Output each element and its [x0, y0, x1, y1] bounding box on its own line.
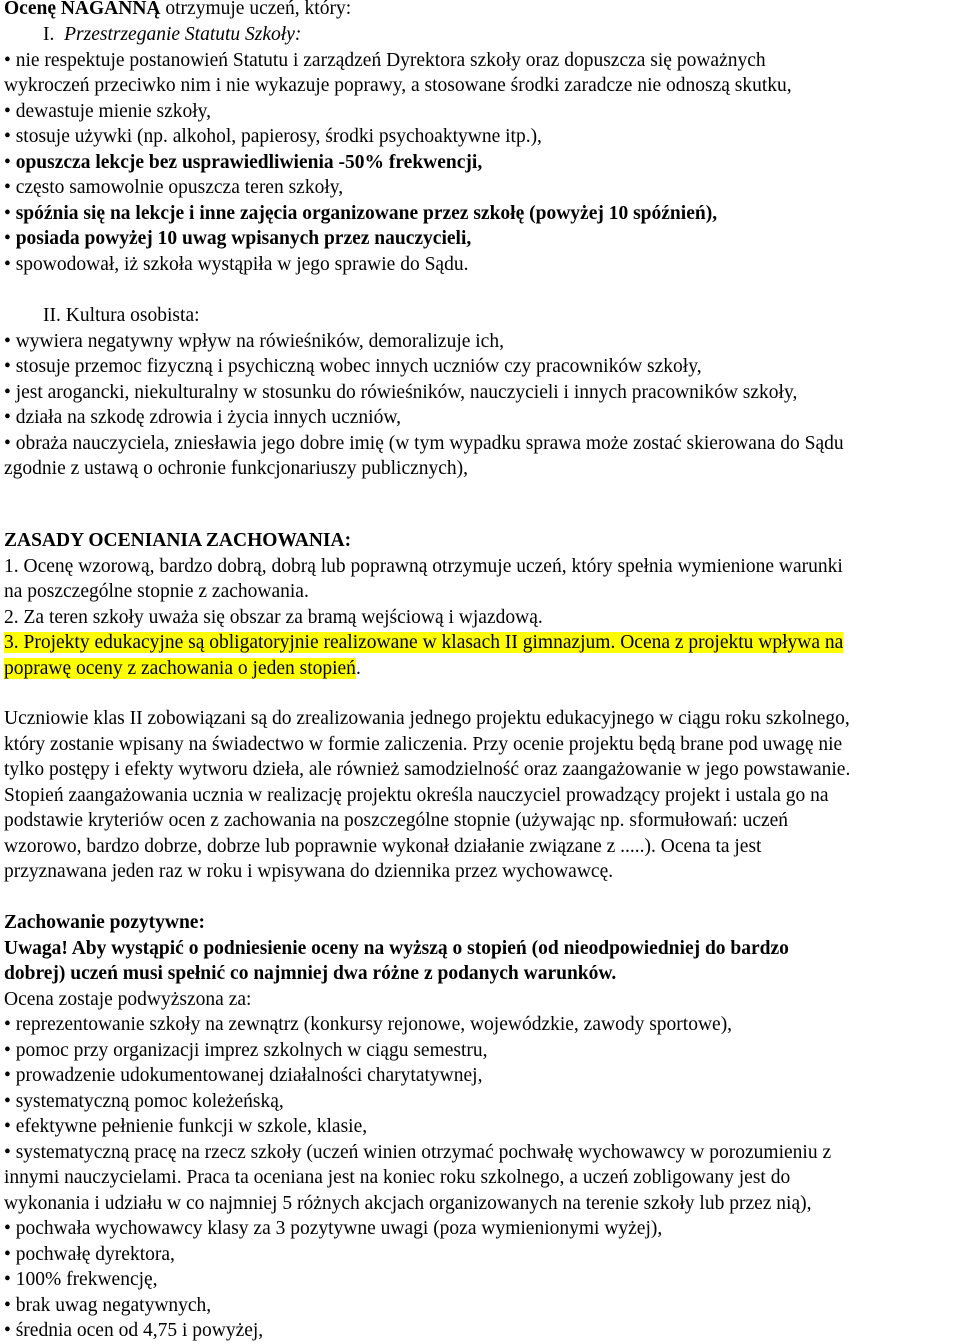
text-run: Stopień zaangażowania ucznia w realizację projektu określa nauczyciel prowadzący projekt i ustala go na: [4, 785, 829, 806]
text-line: [4, 201, 956, 226]
text-run: podstawie kryteriów ocen z zachowania na poszczególne stopnie (używając np. sformułowań: uczeń: [4, 810, 789, 831]
text-run: przyznawana jeden raz w roku i wpisywana do dziennika przez wychowawcę.: [4, 861, 614, 882]
text-run: • prowadzenie udokumentowanej działalności charytatywnej,: [4, 1065, 483, 1086]
text-run: • pomoc przy organizacji imprez szkolnych w ciągu semestru,: [4, 1040, 488, 1061]
text-line: [4, 706, 956, 731]
text-run: na poszczególne stopnie z zachowania.: [4, 581, 309, 602]
text-line: [4, 354, 956, 379]
text-line: [4, 808, 956, 833]
text-run: wykroczeń przeciwko nim i nie wykazuje poprawy, a stosowane środki zaradcze nie odnoszą skutku,: [4, 75, 792, 96]
text-run: Ocenę NAGANNĄ: [4, 0, 161, 19]
text-run: • reprezentowanie szkoły na zewnątrz (konkursy rejonowe, wojewódzkie, zawody sportowe),: [4, 1014, 733, 1035]
text-run: innymi nauczycielami. Praca ta oceniana jest na koniec roku szkolnego, a uczeń zobligowany jest do: [4, 1167, 791, 1188]
text-line: [4, 910, 956, 935]
text-line: [4, 22, 956, 47]
text-line: [4, 1216, 956, 1241]
text-line: [4, 329, 956, 354]
text-line: [4, 936, 956, 961]
text-run: zgodnie z ustawą o ochronie funkcjonariuszy publicznych),: [4, 458, 469, 479]
text-run: • dewastuje mienie szkoły,: [4, 101, 212, 122]
text-run: II. Kultura osobista:: [4, 305, 200, 326]
text-run: • pochwała wychowawcy klasy za 3 pozytywne uwagi (poza wymienionymi wyżej),: [4, 1218, 663, 1239]
text-line: [4, 48, 956, 73]
text-run: tylko postępy i efekty wytworu dzieła, ale również samodzielność oraz zaangażowanie w jego powstawanie.: [4, 759, 851, 780]
text-line: [4, 656, 956, 681]
text-line: [4, 1038, 956, 1063]
text-line: [4, 1012, 956, 1037]
text-line: [4, 528, 956, 553]
text-run: • brak uwag negatywnych,: [4, 1295, 212, 1316]
text-run: • jest arogancki, niekulturalny w stosunku do rówieśników, nauczycieli i innych pracowników szkoły,: [4, 382, 798, 403]
text-line: [4, 1114, 956, 1139]
text-line: [4, 783, 956, 808]
text-run: wzorowo, bardzo dobrze, dobrze lub poprawnie wykonał działanie związane z .....). Ocena ta jest: [4, 836, 762, 857]
text-line: [4, 1140, 956, 1165]
text-run: • nie respektuje postanowień Statutu i zarządzeń Dyrektora szkoły oraz dopuszcza się poważnych: [4, 50, 766, 71]
text-line: [4, 757, 956, 782]
text-run: ZASADY OCENIANIA ZACHOWANIA:: [4, 530, 352, 551]
text-run: I.: [4, 24, 65, 45]
text-run: • pochwałę dyrektora,: [4, 1244, 175, 1265]
text-line: [4, 456, 956, 481]
text-run: • systematyczną pomoc koleżeńską,: [4, 1091, 284, 1112]
text-run: •: [4, 203, 16, 224]
text-line: [4, 1063, 956, 1088]
text-run: wykonania i udziału w co najmniej 5 różnych akcjach organizowanych na terenie szkoły lub przez nią),: [4, 1193, 812, 1214]
text-run: Przestrzeganie Statutu Szkoły:: [64, 24, 302, 45]
text-run: dobrej) uczeń musi spełnić co najmniej dwa różne z podanych warunków.: [4, 963, 617, 984]
text-run: 2. Za teren szkoły uważa się obszar za bramą wejściową i wjazdową.: [4, 607, 543, 628]
text-line: [4, 605, 956, 630]
text-line: [4, 1191, 956, 1216]
text-line: [4, 1267, 956, 1292]
text-line: [4, 859, 956, 884]
text-run: otrzymuje uczeń, który:: [160, 0, 352, 19]
text-line: [4, 380, 956, 405]
text-run: • systematyczną pracę na rzecz szkoły (uczeń winien otrzymać pochwałę wychowawcy w porozumieniu z: [4, 1142, 832, 1163]
text-run: • spowodował, iż szkoła wystąpiła w jego sprawie do Sądu.: [4, 254, 469, 275]
text-line: [4, 630, 956, 655]
text-line: [4, 175, 956, 200]
text-line: [4, 431, 956, 456]
text-run: •: [4, 152, 16, 173]
text-run: 3. Projekty edukacyjne są obligatoryjnie realizowane w klasach II gimnazjum. Ocena z projektu wpływa na: [4, 632, 844, 653]
text-line: [4, 1293, 956, 1318]
text-line: [4, 961, 956, 986]
text-run: Uczniowie klas II zobowiązani są do zrealizowania jednego projektu edukacyjnego w ciągu roku szkolnego,: [4, 708, 850, 729]
text-line: [4, 1318, 956, 1343]
text-line: [4, 834, 956, 859]
text-line: [4, 252, 956, 277]
text-line: [4, 303, 956, 328]
text-run: • działa na szkodę zdrowia i życia innych uczniów,: [4, 407, 402, 428]
text-run: posiada powyżej 10 uwag wpisanych przez nauczycieli,: [15, 228, 472, 249]
text-line: [4, 987, 956, 1012]
text-run: Uwaga! Aby wystąpić o podniesienie oceny na wyższą o stopień (od nieodpowiedniej do bardzo: [4, 938, 789, 959]
text-line: [4, 124, 956, 149]
text-run: • 100% frekwencję,: [4, 1269, 158, 1290]
text-line: [4, 1089, 956, 1114]
text-line: [4, 1242, 956, 1267]
text-run: • stosuje używki (np. alkohol, papierosy, środki psychoaktywne itp.),: [4, 126, 542, 147]
text-run: Ocena zostaje podwyższona za:: [4, 989, 252, 1010]
text-line: [4, 1165, 956, 1190]
text-run: .: [355, 658, 361, 679]
text-run: • stosuje przemoc fizyczną i psychiczną wobec innych uczniów czy pracowników szkoły,: [4, 356, 702, 377]
text-line: [4, 405, 956, 430]
text-run: 1. Ocenę wzorową, bardzo dobrą, dobrą lub poprawną otrzymuje uczeń, który spełnia wymienione warunki: [4, 556, 843, 577]
text-run: • obraża nauczyciela, zniesławia jego dobre imię (w tym wypadku sprawa może zostać skierowana do Sądu: [4, 433, 844, 454]
text-run: opuszcza lekcje bez usprawiedliwienia -50% frekwencji,: [15, 152, 483, 173]
text-line: [4, 0, 956, 21]
text-run: •: [4, 228, 16, 249]
text-run: poprawę oceny z zachowania o jeden stopień: [4, 658, 356, 679]
text-line: [4, 73, 956, 98]
text-line: [4, 226, 956, 251]
text-run: spóźnia się na lekcje i inne zajęcia organizowane przez szkołę (powyżej 10 spóźnień),: [15, 203, 718, 224]
text-run: • wywiera negatywny wpływ na rówieśników, demoralizuje ich,: [4, 331, 504, 352]
text-line: [4, 150, 956, 175]
text-run: Zachowanie pozytywne:: [4, 912, 205, 933]
text-line: [4, 732, 956, 757]
text-line: [4, 554, 956, 579]
text-run: • efektywne pełnienie funkcji w szkole, klasie,: [4, 1116, 368, 1137]
text-run: • często samowolnie opuszcza teren szkoły,: [4, 177, 344, 198]
text-line: [4, 579, 956, 604]
text-line: [4, 99, 956, 124]
text-run: który zostanie wpisany na świadectwo w formie zaliczenia. Przy ocenie projektu będą brane pod uwagę nie: [4, 734, 843, 755]
text-run: • średnia ocen od 4,75 i powyżej,: [4, 1320, 264, 1341]
